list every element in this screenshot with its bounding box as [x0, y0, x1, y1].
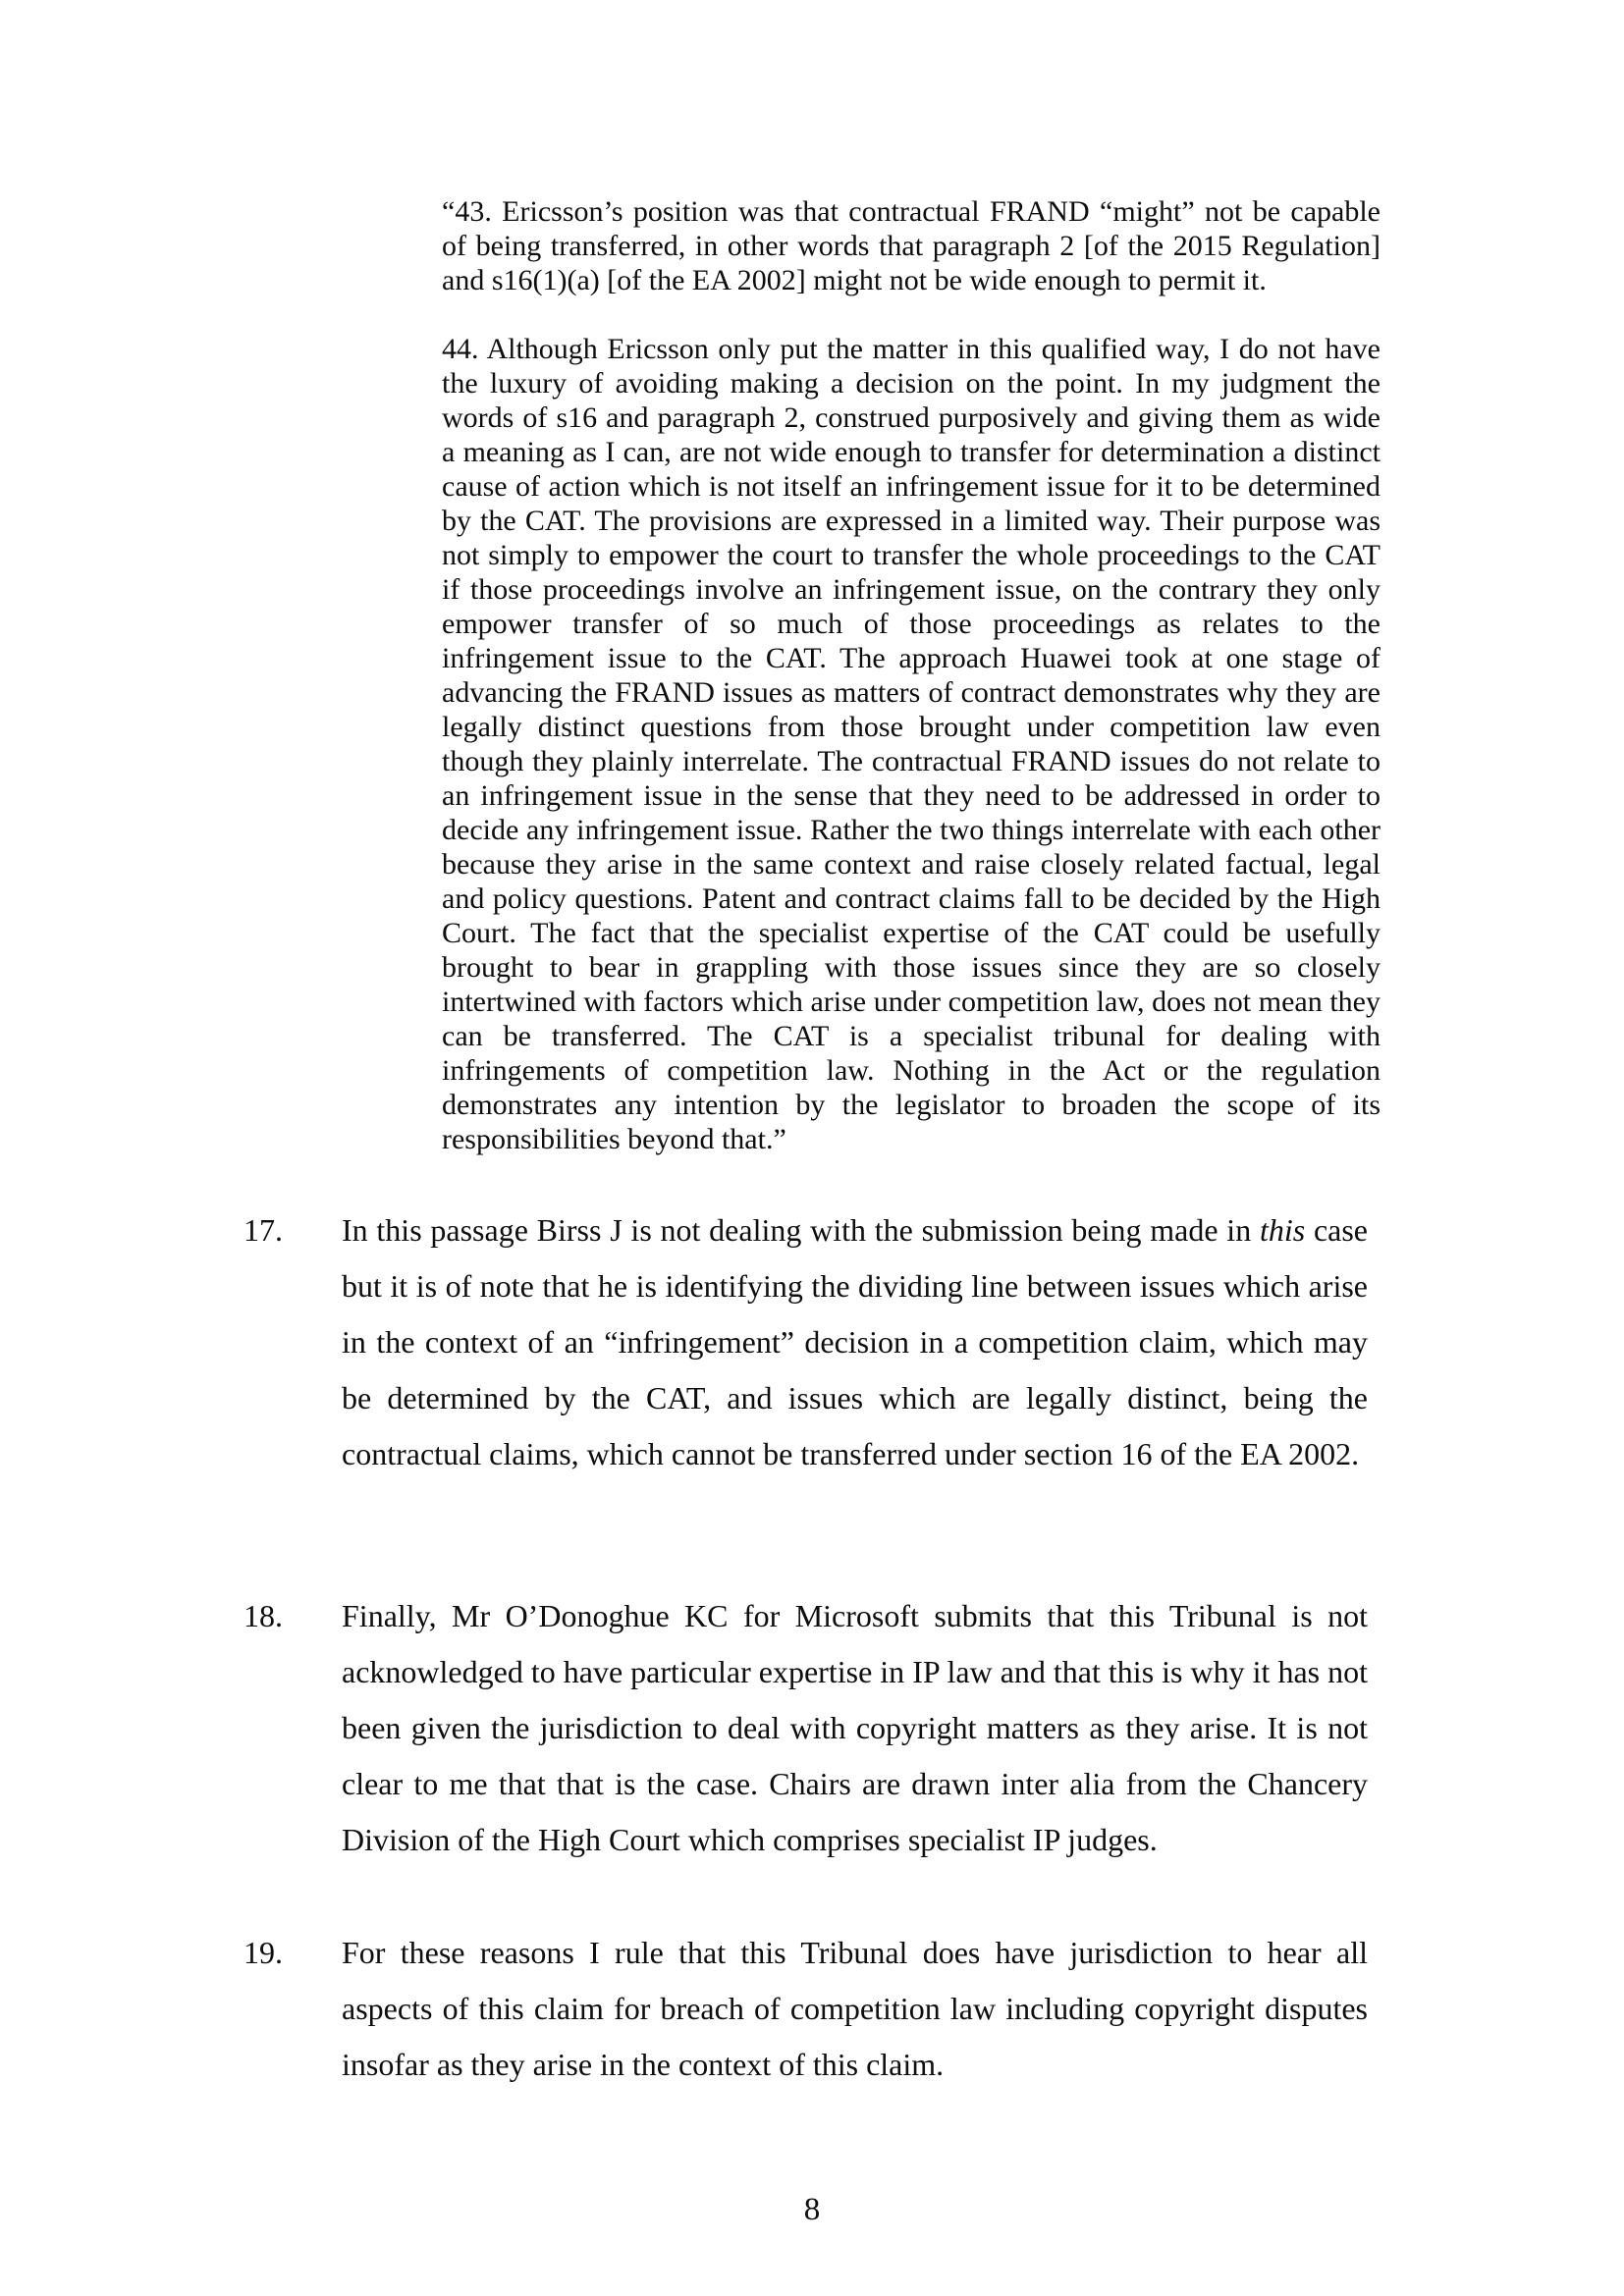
page-number: 8 — [803, 2192, 821, 2227]
paragraph-text: In this passage Birss J is not dealing with the submission being made in this case but it is of note that he is identifying the dividing line between issues which arise in the context of an “infringement” decision in a competition claim, which may be determined by the CAT, and issues which are legally distinct, being the contractual claims, which cannot be transferred under section 16 of the EA 2002. — [342, 1212, 1369, 1471]
quote-paragraph-44: 44. Although Ericsson only put the matter in this qualified way, I do not have the luxury of avoiding making a decision on the point. In my judgment the words of s16 and paragraph 2, construed purposively and giving them as wide a meaning as I can, are not wide enough to transfer for determination a distinct cause of action which is not itself an infringement issue for it to be determined by the CAT. The provisions are expressed in a limited way. Their purpose was not simply to empower the court to transfer the whole proceedings to the CAT if those proceedings involve an infringement issue, on the contrary they only empower transfer of so much of those proceedings as relates to the infringement issue to the CAT. The approach Huawei took at one stage of advancing the FRAND issues as matters of contract demonstrates why they are legally distinct questions from those brought under competition law even though they plainly interrelate. The contractual FRAND issues do not relate to an infringement issue in the sense that they need to be addressed in order to decide any infringement issue. Rather the two things interrelate with each other because they arise in the same context and raise closely related factual, legal and policy questions. Patent and contract claims fall to be decided by the High Court. The fact that the specialist expertise of the CAT could be usefully brought to bear in grappling with those issues since they are so closely intertwined with factors which arise under competition law, does not mean they can be transferred. The CAT is a specialist tribunal for dealing with infringements of competition law. Nothing in the Act or the regulation demonstrates any intention by the legislator to broaden the scope of its responsibilities beyond that.” — [442, 333, 1380, 1155]
paragraph-number: 18. — [244, 1598, 283, 1633]
paragraph-18 — [244, 1588, 1380, 1868]
block-quote — [442, 194, 1380, 1156]
paragraph-19 — [244, 1925, 1380, 2093]
paragraph-number: 19. — [244, 1935, 283, 1970]
quote-paragraph-43: “43. Ericsson’s position was that contractual FRAND “might” not be capable of being transferred, in other words that paragraph 2 [of the 2015 Regulation] and s16(1)(a) [of the EA 2002] might not be wide enough to permit it. — [442, 195, 1380, 296]
paragraph-number: 17. — [244, 1212, 283, 1248]
paragraph-text: For these reasons I rule that this Tribunal does have jurisdiction to hear all aspects of this claim for breach of competition law including copyright disputes insofar as they arise in the context of this claim. — [342, 1935, 1368, 2082]
paragraph-17 — [244, 1202, 1380, 1482]
paragraph-text: Finally, Mr O’Donoghue KC for Microsoft submits that this Tribunal is not acknowledged to have particular expertise in IP law and that this is why it has not been given the jurisdiction to deal with copyright matters as they arise. It is not clear to me that that is the case. Chairs are drawn inter alia from the Chancery Division of the High Court which comprises specialist IP judges. — [342, 1598, 1368, 1857]
